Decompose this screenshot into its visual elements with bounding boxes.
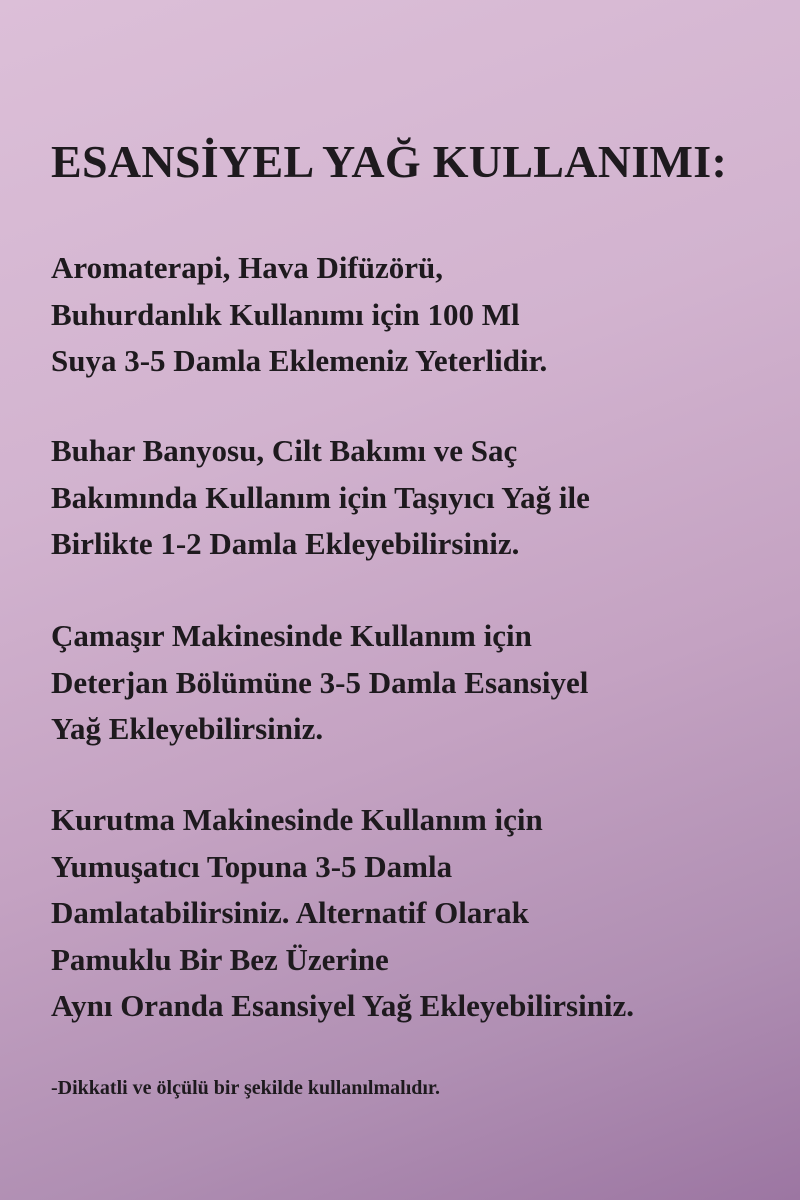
paragraph-line: Aynı Oranda Esansiyel Yağ Ekleyebilirsiniz.: [51, 988, 635, 1023]
paragraph-steam-bath: [51, 428, 590, 568]
paragraph-line: Damlatabilirsiniz. Alternatif Olarak: [51, 895, 529, 930]
page-title: ESANSİYEL YAĞ KULLANIMI:: [51, 136, 728, 187]
paragraph-line: Buhurdanlık Kullanımı için 100 Ml: [51, 296, 520, 332]
paragraph-line: Yağ Ekleyebilirsiniz.: [51, 711, 324, 746]
paragraph-line: Yumuşatıcı Topuna 3-5 Damla: [51, 848, 453, 884]
paragraph-line: Kurutma Makinesinde Kullanım için: [51, 802, 543, 837]
paragraph-line: Deterjan Bölümüne 3-5 Damla Esansiyel: [51, 664, 589, 700]
paragraph-line: Çamaşır Makinesinde Kullanım için: [51, 618, 532, 653]
paragraph-diffuser: [51, 245, 547, 385]
paragraph-line: Pamuklu Bir Bez Üzerine: [51, 941, 389, 977]
paragraph-line: Bakımında Kullanım için Taşıyıcı Yağ ile: [51, 479, 590, 515]
paragraph-line: Birlikte 1-2 Damla Ekleyebilirsiniz.: [51, 526, 520, 561]
paragraph-line: Suya 3-5 Damla Eklemeniz Yeterlidir.: [51, 343, 548, 378]
paragraph-dryer: [51, 797, 634, 1030]
paragraph-washing-machine: [51, 613, 588, 753]
paragraph-line: Buhar Banyosu, Cilt Bakımı ve Saç: [51, 433, 518, 468]
caution-note: -Dikkatli ve ölçülü bir şekilde kullanılmalıdır.: [51, 1077, 440, 1099]
paragraph-line: Aromaterapi, Hava Difüzörü,: [51, 250, 444, 285]
